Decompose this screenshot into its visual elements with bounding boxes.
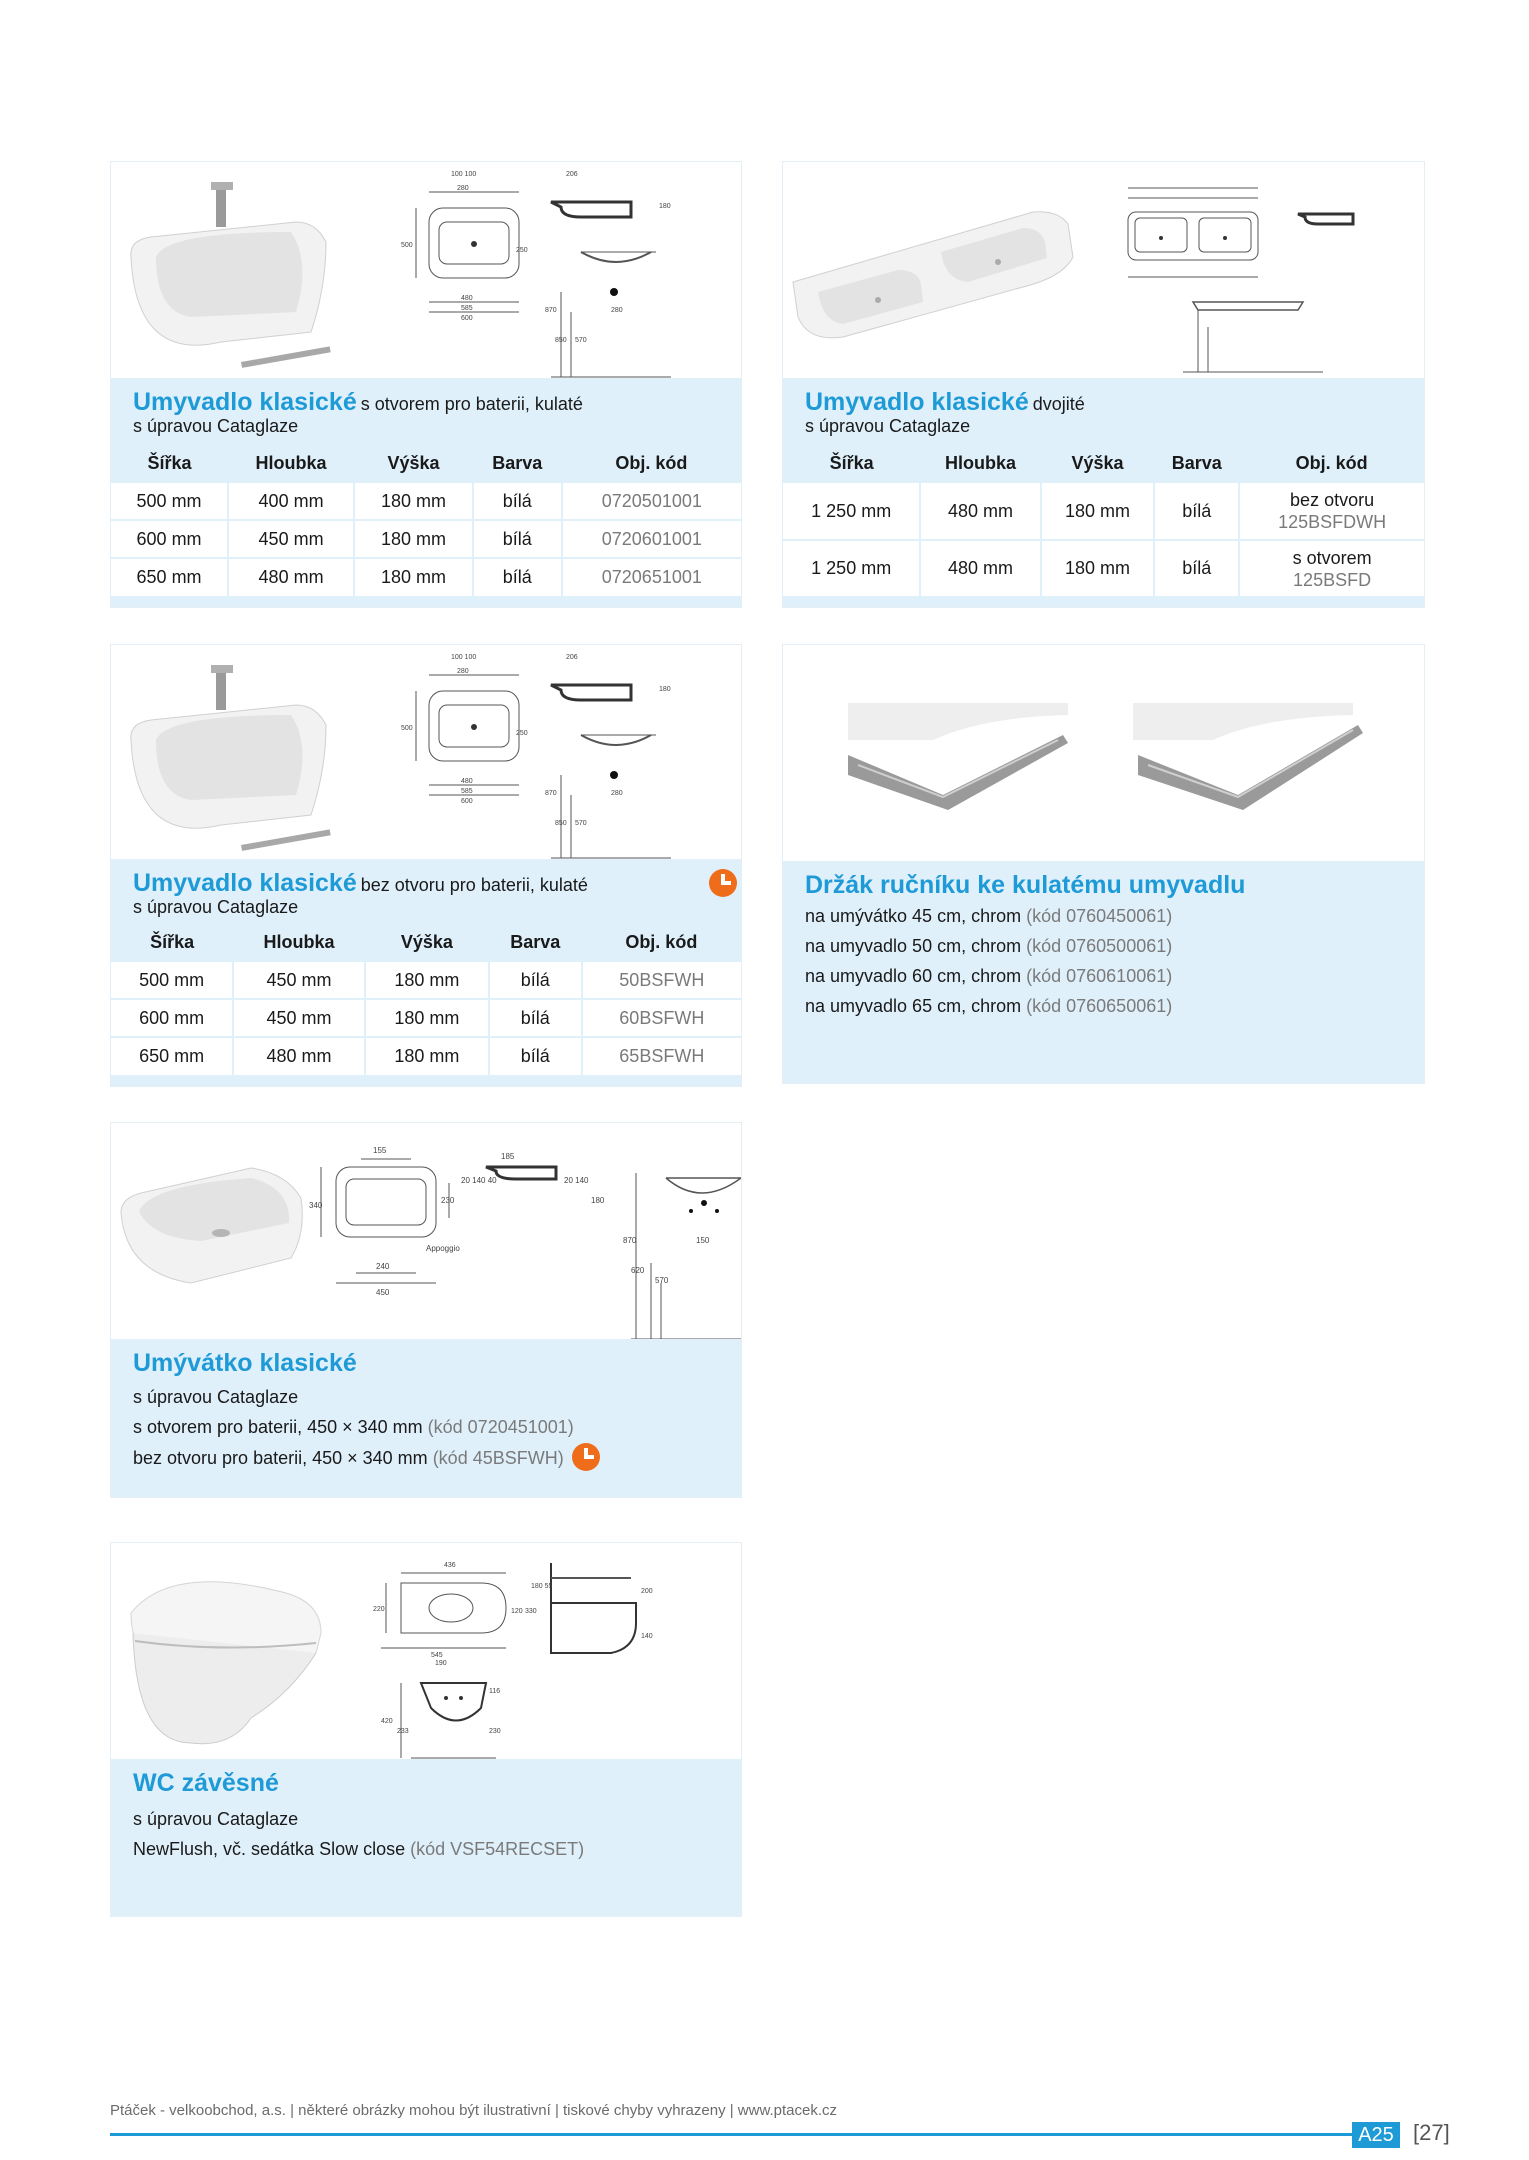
technical-drawing <box>111 1123 741 1341</box>
dim-label: 480 <box>461 295 473 302</box>
towel-holder-photos <box>783 645 1424 863</box>
col-header: Výška <box>387 453 440 473</box>
product-info-panel <box>111 378 741 607</box>
dim-label: 180 <box>659 203 671 210</box>
table-row: 500 mm 450 mm 180 mm bílá 50BSFWH <box>111 961 741 999</box>
dim-label: Appoggio <box>426 1244 460 1253</box>
product-subtitle: s úpravou Cataglaze <box>805 416 971 436</box>
dim-label: 850 <box>555 337 567 344</box>
dim-label: 20 140 40 <box>461 1176 497 1185</box>
col-header: Obj. kód <box>625 932 698 952</box>
dim-label: 585 <box>461 305 473 312</box>
product-image-area <box>111 162 741 380</box>
spec-table <box>111 925 741 1075</box>
dim-label: 20 140 <box>564 1176 589 1185</box>
dim-label: 155 <box>373 1146 387 1155</box>
dim-label: 240 <box>376 1262 390 1271</box>
table-row: 650 mm 480 mm 180 mm bílá 0720651001 <box>111 558 741 596</box>
col-header: Barva <box>492 453 543 473</box>
technical-drawing <box>111 645 741 861</box>
product-title: Umyvadlo klasické dvojité <box>805 388 1085 416</box>
dim-label: 120 <box>511 1608 523 1615</box>
spec-table <box>783 446 1424 596</box>
dim-label: 500 <box>401 725 413 732</box>
clock-icon <box>572 1443 600 1471</box>
dim-label: 870 <box>623 1236 637 1245</box>
dim-label: 180 55 <box>531 1583 553 1590</box>
technical-drawing <box>783 162 1424 380</box>
col-header: Hloubka <box>263 932 335 952</box>
dim-label: 545 <box>431 1652 443 1659</box>
dim-label: 116 <box>489 1688 501 1695</box>
table-row: 1 250 mm 480 mm 180 mm bílá s otvorem 125BSFD <box>783 540 1424 596</box>
product-card-basin-without-hole <box>110 644 742 1087</box>
dim-label: 280 <box>457 185 469 192</box>
product-card-towel-holder <box>782 644 1425 1084</box>
technical-drawing <box>111 162 741 380</box>
col-header: Šířka <box>829 453 874 473</box>
table-row: 1 250 mm 480 mm 180 mm bílá bez otvoru 125BSFDWH <box>783 482 1424 540</box>
dim-label: 450 <box>376 1288 390 1297</box>
spec-table <box>111 446 741 596</box>
dim-label: 190 <box>435 1660 447 1667</box>
dim-label: 185 <box>501 1152 515 1161</box>
dim-label: 480 <box>461 778 473 785</box>
dim-label: 280 <box>611 307 623 314</box>
dim-label: 570 <box>575 337 587 344</box>
list-item: na umyvadlo 60 cm, chrom (kód 0760610061) <box>805 966 1173 986</box>
list-item: na umyvadlo 65 cm, chrom (kód 0760650061) <box>805 996 1173 1016</box>
product-info-panel <box>111 1339 741 1497</box>
product-subtitle: s úpravou Cataglaze <box>133 416 299 436</box>
table-row: 600 mm 450 mm 180 mm bílá 0720601001 <box>111 520 741 558</box>
table-row: 650 mm 480 mm 180 mm bílá 65BSFWH <box>111 1037 741 1075</box>
list-item: bez otvoru pro baterii, 450 × 340 mm (kód 45BSFWH) <box>133 1445 600 1473</box>
col-header: Hloubka <box>945 453 1017 473</box>
product-card-small-basin <box>110 1122 742 1498</box>
dim-label: 206 <box>566 171 578 178</box>
dim-label: 620 <box>631 1266 645 1275</box>
col-header: Výška <box>400 932 453 952</box>
footer-text: Ptáček - velkoobchod, a.s. | některé obrázky mohou být ilustrativní | tiskové chyby vyhrazeny | www.ptacek.cz <box>110 2102 838 2119</box>
table-row: 500 mm 400 mm 180 mm bílá 0720501001 <box>111 482 741 520</box>
product-subtitle: s úpravou Cataglaze <box>133 1387 299 1407</box>
product-info-panel <box>783 378 1424 607</box>
col-header: Šířka <box>147 453 192 473</box>
dim-label: 570 <box>655 1276 669 1285</box>
col-header: Šířka <box>150 932 195 952</box>
col-header: Obj. kód <box>1295 453 1368 473</box>
dim-label: 206 <box>566 654 578 661</box>
section-badge: A25 <box>1352 2122 1400 2148</box>
dim-label: 230 <box>489 1728 501 1735</box>
dim-label: 436 <box>444 1562 456 1569</box>
dim-label: 140 <box>641 1633 653 1640</box>
product-image-area <box>111 645 741 861</box>
dim-label: 230 <box>441 1196 455 1205</box>
list-item: s otvorem pro baterii, 450 × 340 mm (kód 0720451001) <box>133 1417 574 1437</box>
col-header: Barva <box>1171 453 1222 473</box>
product-title: Držák ručníku ke kulatému umyvadlu <box>805 871 1246 899</box>
list-item: NewFlush, vč. sedátka Slow close (kód VSF54RECSET) <box>133 1839 585 1859</box>
product-title: Umývátko klasické <box>133 1349 357 1377</box>
col-header: Barva <box>510 932 561 952</box>
dim-label: 180 <box>591 1196 605 1205</box>
dim-label: 600 <box>461 798 473 805</box>
page-number: [27] <box>1413 2120 1450 2145</box>
dim-label: 600 <box>461 315 473 322</box>
dim-label: 585 <box>461 788 473 795</box>
product-title: Umyvadlo klasické s otvorem pro baterii, kulaté <box>133 388 583 416</box>
dim-label: 150 <box>696 1236 710 1245</box>
dim-label: 180 <box>659 686 671 693</box>
col-header: Hloubka <box>255 453 327 473</box>
product-title: WC závěsné <box>133 1769 279 1797</box>
product-info-panel <box>111 1759 741 1916</box>
product-image-area <box>111 1123 741 1341</box>
dim-label: 850 <box>555 820 567 827</box>
product-card-double-basin <box>782 161 1425 608</box>
clock-icon <box>709 869 737 897</box>
dim-label: 200 <box>641 1588 653 1595</box>
product-subtitle: s úpravou Cataglaze <box>133 1809 299 1829</box>
product-title: Umyvadlo klasické bez otvoru pro baterii, kulaté <box>133 869 588 897</box>
col-header: Obj. kód <box>615 453 688 473</box>
dim-label: 100 100 <box>451 171 477 178</box>
dim-label: 220 <box>373 1606 385 1613</box>
dim-label: 570 <box>575 820 587 827</box>
dim-label: 250 <box>516 247 528 254</box>
product-card-basin-with-hole <box>110 161 742 608</box>
technical-drawing <box>111 1543 741 1761</box>
dim-label: 330 <box>525 1608 537 1615</box>
product-image-area <box>111 1543 741 1761</box>
dim-label: 100 100 <box>451 654 477 661</box>
footer-divider <box>110 2133 1352 2136</box>
col-header: Výška <box>1071 453 1124 473</box>
list-item: na umyvadlo 50 cm, chrom (kód 0760500061) <box>805 936 1173 956</box>
dim-label: 870 <box>545 790 557 797</box>
table-row: 600 mm 450 mm 180 mm bílá 60BSFWH <box>111 999 741 1037</box>
product-image-area <box>783 645 1424 863</box>
dim-label: 870 <box>545 307 557 314</box>
product-info-panel <box>783 861 1424 1083</box>
product-card-wall-wc <box>110 1542 742 1917</box>
product-image-area <box>783 162 1424 380</box>
dim-label: 233 <box>397 1728 409 1735</box>
product-subtitle: s úpravou Cataglaze <box>133 897 299 917</box>
dim-label: 420 <box>381 1718 393 1725</box>
dim-label: 340 <box>309 1201 323 1210</box>
dim-label: 500 <box>401 242 413 249</box>
product-info-panel <box>111 859 741 1086</box>
dim-label: 280 <box>457 668 469 675</box>
dim-label: 250 <box>516 730 528 737</box>
dim-label: 280 <box>611 790 623 797</box>
list-item: na umývátko 45 cm, chrom (kód 0760450061) <box>805 906 1173 926</box>
